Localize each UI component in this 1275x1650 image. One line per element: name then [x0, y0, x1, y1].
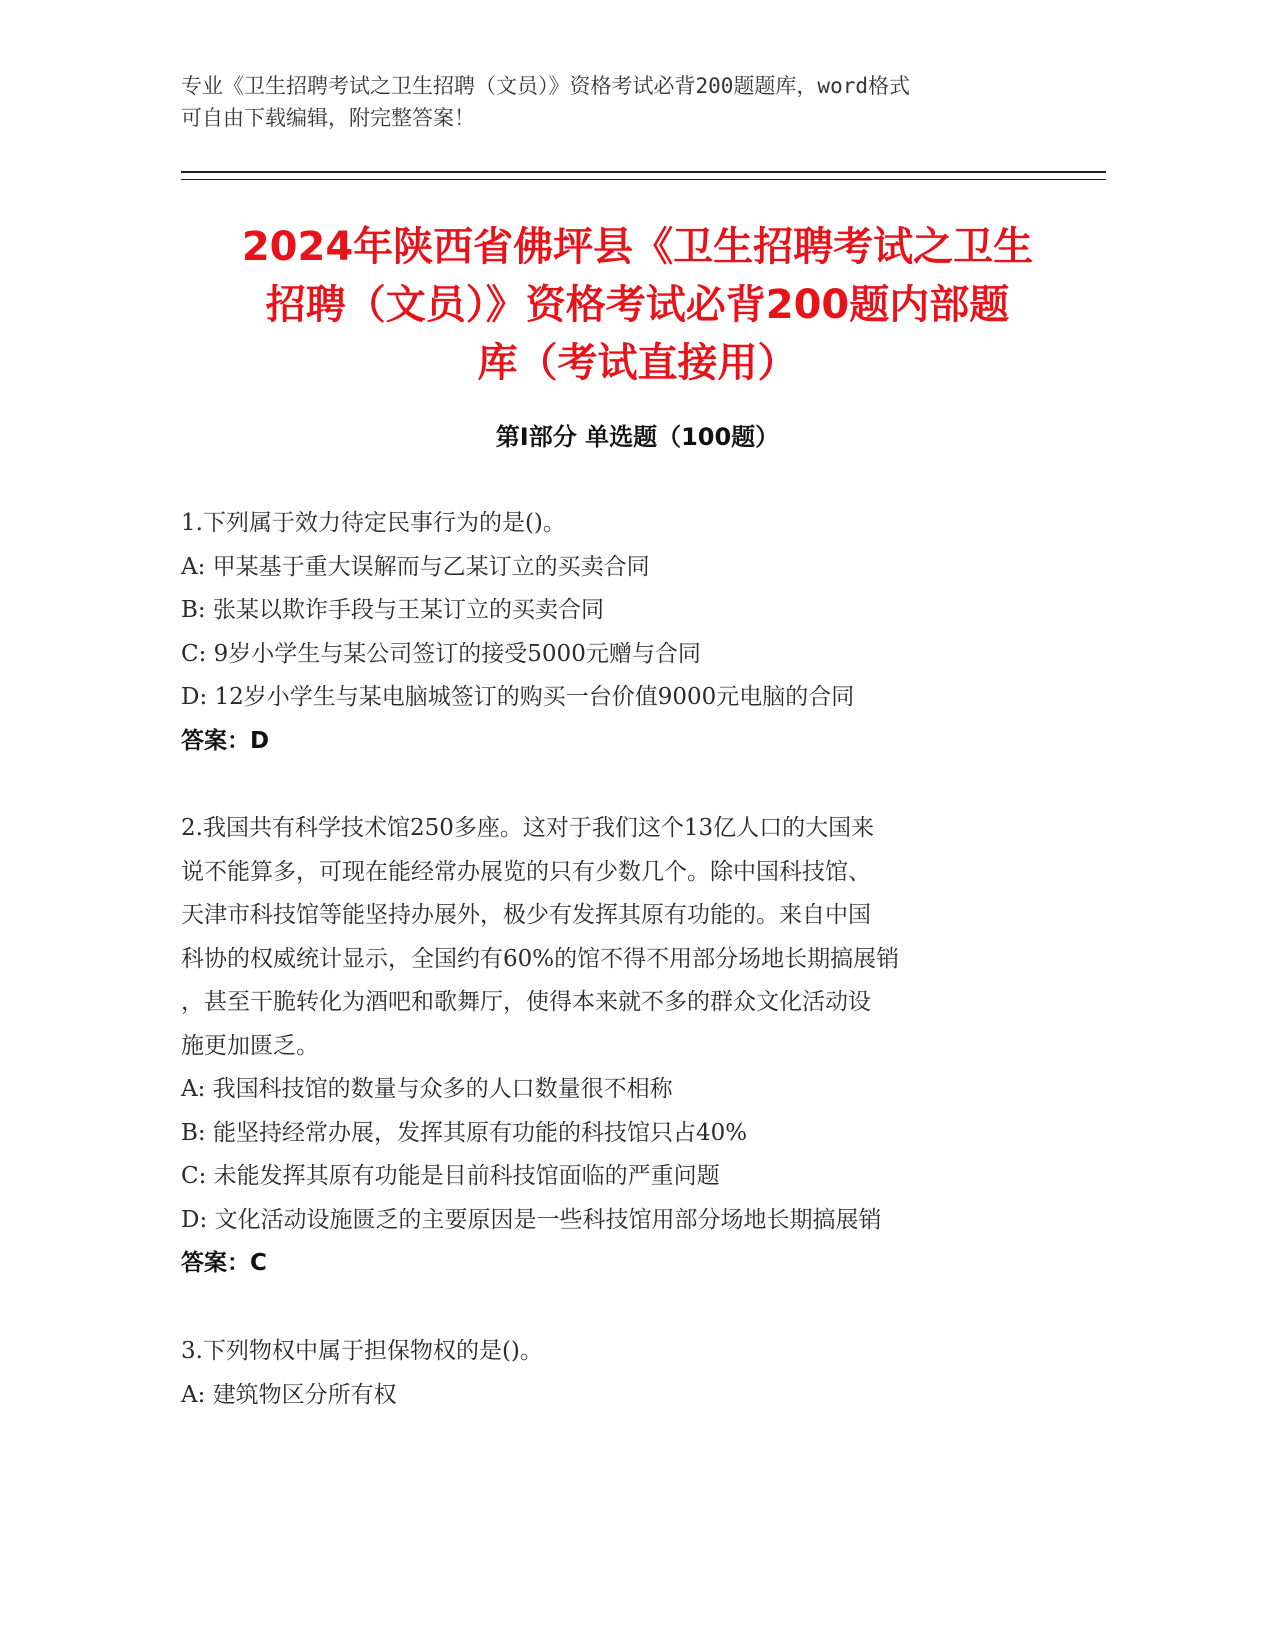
title-line-2: 招聘（文员）》资格考试必背200题内部题 — [265, 282, 1010, 328]
document-title — [150, 218, 1125, 392]
answer-label: 答案：D — [181, 727, 270, 754]
header-note-line-1: 专业《卫生招聘考试之卫生招聘（文员）》资格考试必背200题题库，word格式 — [181, 74, 910, 98]
section-title: 第Ⅰ部分 单选题（100题） — [495, 423, 780, 451]
option-d: D: 文化活动设施匮乏的主要原因是一些科技馆用部分场地长期搞展销 — [181, 1206, 882, 1233]
question-block — [181, 807, 1061, 1286]
option-b: B: 张某以欺诈手段与王某订立的买卖合同 — [181, 597, 604, 623]
question-block — [181, 502, 1061, 763]
title-line-3: 库（考试直接用） — [477, 340, 798, 386]
option-c: C: 9岁小学生与某公司签订的接受5000元赠与合同 — [181, 640, 701, 667]
option-b: B: 能坚持经常办展，发挥其原有功能的科技馆只占40% — [181, 1119, 748, 1146]
question-stem-line: 施更加匮乏。 — [181, 1032, 319, 1059]
title-line-1: 2024年陕西省佛坪县《卫生招聘考试之卫生 — [241, 224, 1034, 270]
question-stem-line: 科协的权威统计显示，全国约有60%的馆不得不用部分场地长期搞展销 — [181, 945, 900, 972]
question-stem-line: 天津市科技馆等能坚持办展外，极少有发挥其原有功能的。来自中国 — [181, 902, 871, 928]
option-a: A: 我国科技馆的数量与众多的人口数量很不相称 — [181, 1076, 673, 1102]
answer-label: 答案：C — [181, 1250, 267, 1276]
header-note-line-2: 可自由下载编辑，附完整答案！ — [181, 106, 475, 130]
header-divider-thick — [181, 171, 1106, 173]
header-note — [181, 70, 1041, 134]
question-block — [181, 1330, 1061, 1417]
question-stem: 1.下列属于效力待定民事行为的是()。 — [181, 510, 566, 536]
question-stem-line: ，甚至干脆转化为酒吧和歌舞厅，使得本来就不多的群众文化活动设 — [181, 989, 871, 1015]
header-divider-thin — [181, 179, 1106, 180]
question-stem-line: 说不能算多，可现在能经常办展览的只有少数几个。除中国科技馆、 — [181, 858, 871, 885]
option-a: A: 建筑物区分所有权 — [181, 1381, 397, 1408]
option-d: D: 12岁小学生与某电脑城签订的购买一台价值9000元电脑的合同 — [181, 684, 855, 710]
question-stem: 3.下列物权中属于担保物权的是()。 — [181, 1338, 543, 1364]
option-a: A: 甲某基于重大误解而与乙某订立的买卖合同 — [181, 553, 650, 580]
option-c: C: 未能发挥其原有功能是目前科技馆面临的严重问题 — [181, 1163, 720, 1189]
question-stem-line: 2.我国共有科学技术馆250多座。这对于我们这个13亿人口的大国来 — [181, 815, 875, 841]
